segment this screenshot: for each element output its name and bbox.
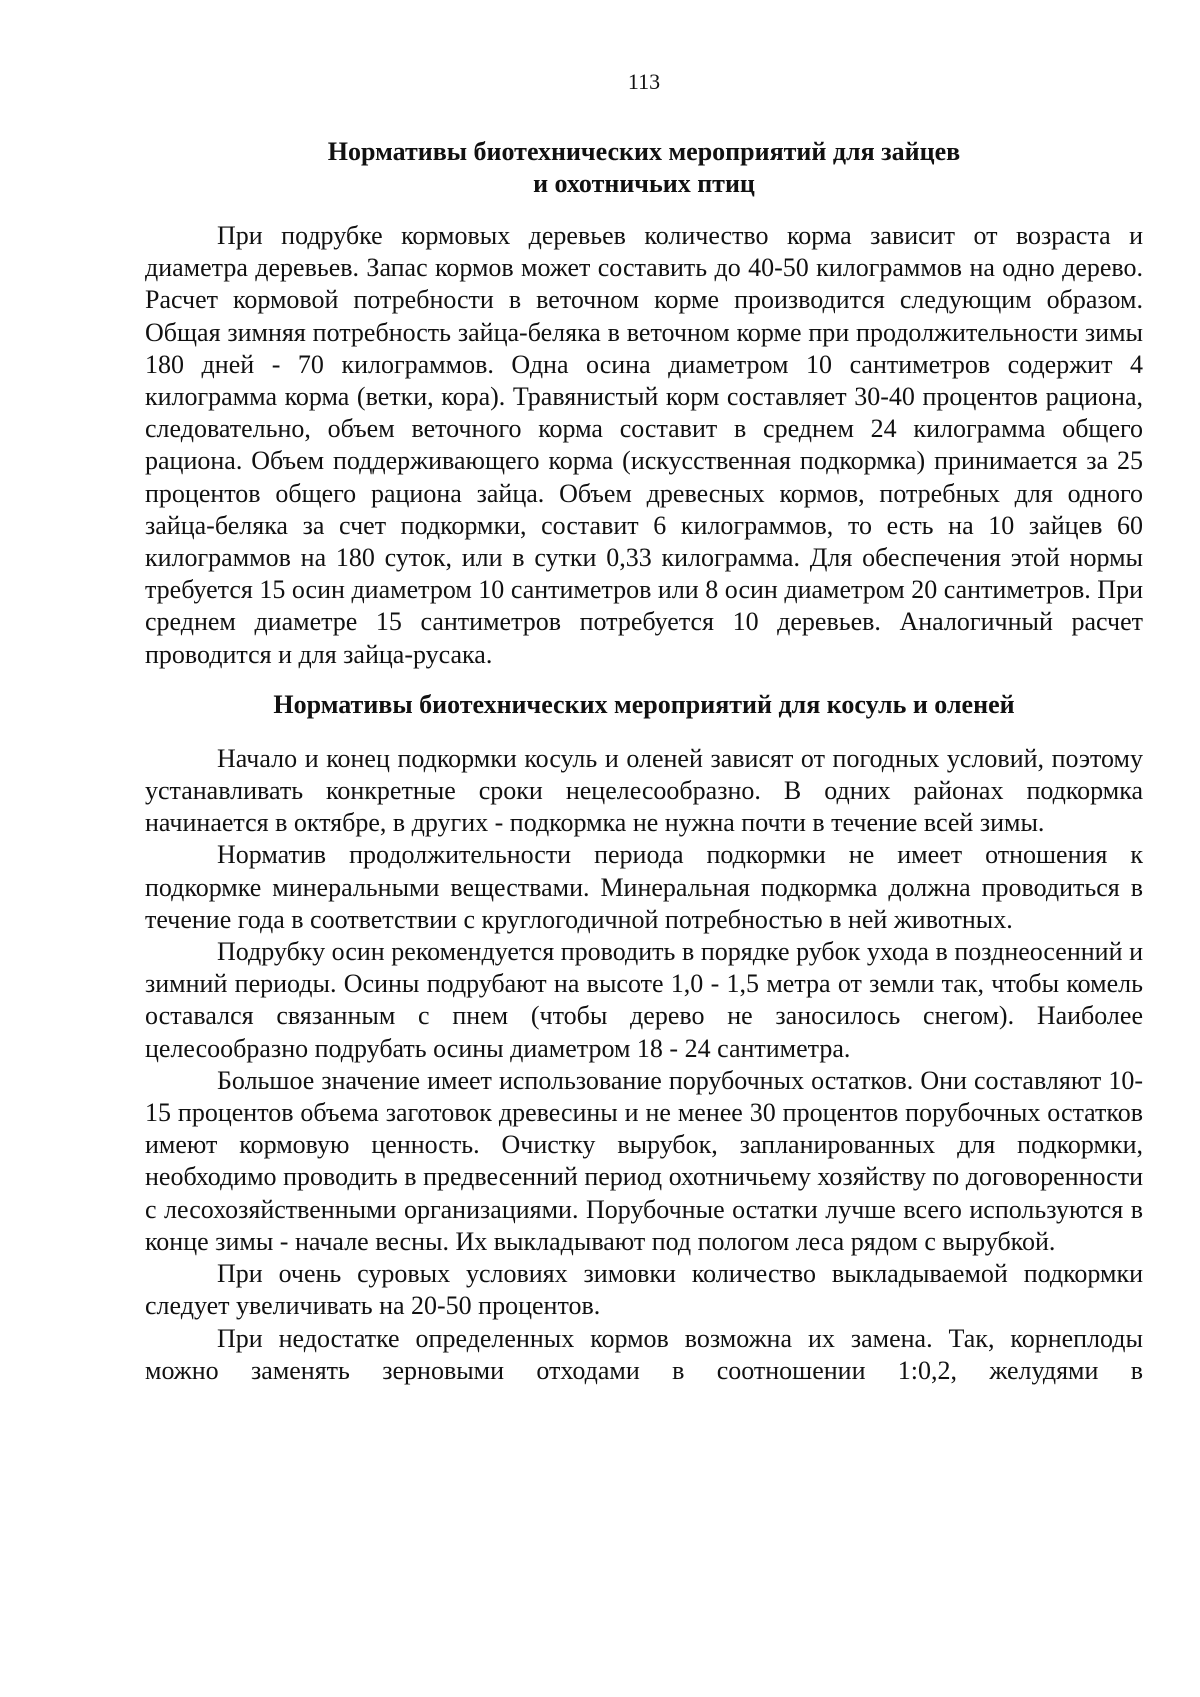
section-heading-roe-deer xyxy=(145,689,1143,721)
paragraph: При подрубке кормовых деревьев количество корма зависит от возраста и диаметра деревьев. Запас кормов может составить до 40-50 килограммов на одно дерево. Расчет кормовой потребности в веточном корме производится следующим образом. Общая зимняя потребность зайца-беляка в веточном корме при продолжительности зимы 180 дней - 70 килограммов. Одна осина диаметром 10 сантиметров содержит 4 килограмма корма (ветки, кора). Травянистый корм составляет 30-40 процентов рациона, следовательно, объем веточного корма составит в среднем 24 килограмма общего рациона. Объем поддерживающего корма (искусственная подкормка) принимается за 25 процентов общего рациона зайца. Объем древесных кормов, потребных для одного зайца-беляка за счет подкормки, составит 6 килограммов, то есть на 10 зайцев 60 килограммов на 180 суток, или в сутки 0,33 килограмма. Для обеспечения этой нормы требуется 15 осин диаметром 10 сантиметров или 8 осин диаметром 20 сантиметров. При среднем диаметре 15 сантиметров потребуется 10 деревьев. Аналогичный расчет проводится и для зайца-русака. xyxy=(145,221,1143,669)
page-number: 113 xyxy=(627,69,661,94)
heading-line: и охотничьих птиц xyxy=(533,169,755,198)
paragraph: При недостатке определенных кормов возможна их замена. Так, корнеплоды можно заменять зерновыми отходами в соотношении 1:0,2, желудями в xyxy=(145,1323,1143,1385)
heading-line: Нормативы биотехнических мероприятий для зайцев xyxy=(327,137,961,166)
heading-line: Нормативы биотехнических мероприятий для косуль и оленей xyxy=(273,689,1015,719)
section-heading-hares-birds xyxy=(145,136,1143,200)
paragraph: При очень суровых условиях зимовки количество выкладываемой подкормки следует увеличивать на 20-50 процентов. xyxy=(145,1259,1143,1321)
paragraph: Большое значение имеет использование порубочных остатков. Они составляют 10-15 процентов объема заготовок древесины и не менее 30 процентов порубочных остатков имеют кормовую ценность. Очистку вырубок, запланированных для подкормки, необходимо проводить в предвесенний период охотничьему хозяйству по договоренности с лесохозяйственными организациями. Порубочные остатки лучше всего используются в конце зимы - начале весны. Их выкладывают под пологом леса рядом с вырубкой. xyxy=(145,1065,1143,1256)
paragraph: Норматив продолжительности периода подкормки не имеет отношения к подкормке минеральными веществами. Минеральная подкормка должна проводиться в течение года в соответствии с круглогодичной потребностью в ней животных. xyxy=(145,840,1143,934)
paragraph: Начало и конец подкормки косуль и оленей зависят от погодных условий, поэтому устанавливать конкретные сроки нецелесообразно. В одних районах подкормка начинается в октябре, в других - подкормка не нужна почти в течение всей зимы. xyxy=(145,743,1143,838)
document-page xyxy=(145,70,1143,1387)
paragraph: Подрубку осин рекомендуется проводить в порядке рубок ухода в позднеосенний и зимний периоды. Осины подрубают на высоте 1,0 - 1,5 метра от земли так, чтобы комель оставался связанным с пнем (чтобы дерево не заносилось снегом). Наиболее целесообразно подрубать осины диаметром 18 - 24 сантиметра. xyxy=(145,937,1143,1063)
